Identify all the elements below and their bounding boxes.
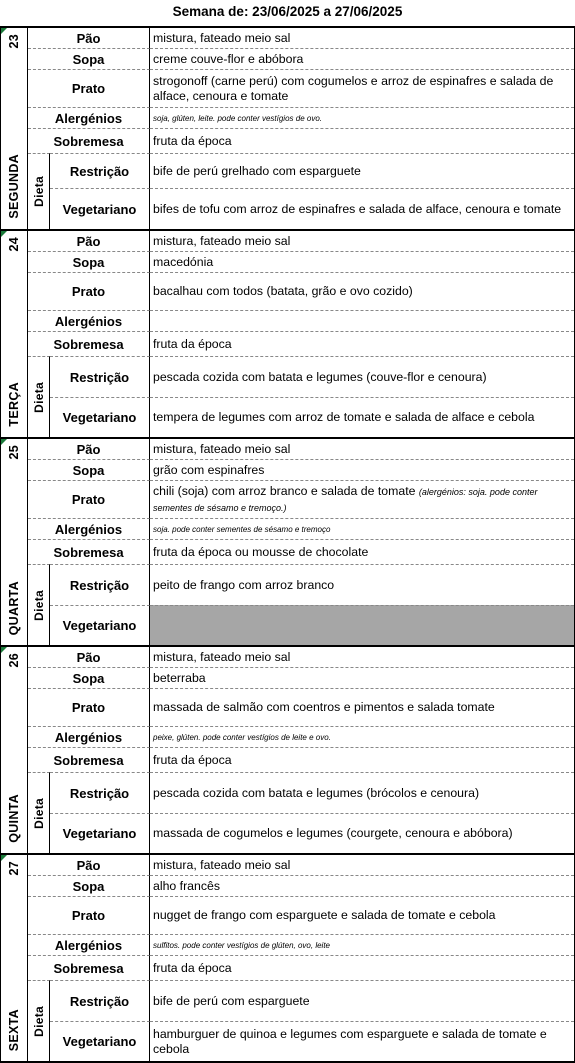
- day-label-column: [1, 855, 28, 1061]
- cell-corner-marker: [1, 855, 7, 861]
- menu-cell-sobremesa: [150, 747, 574, 772]
- row-label-sobremesa: Sobremesa: [28, 128, 150, 153]
- row-label-restricao: Restrição: [50, 564, 150, 605]
- dieta-text: Dieta: [31, 1005, 46, 1037]
- row-label-prato: Prato: [28, 69, 150, 107]
- menu-cell-pao: [150, 28, 574, 48]
- dieta-text: Dieta: [31, 797, 46, 829]
- day-name: QUINTA: [7, 794, 21, 843]
- menu-cell-sobremesa: [150, 539, 574, 564]
- prato-text-wrap: [153, 284, 413, 299]
- menu-cell-sopa: [150, 875, 574, 896]
- prato-text-wrap: [153, 484, 571, 516]
- day-name: SEXTA: [7, 1008, 21, 1051]
- row-label-vegetariano: Vegetariano: [50, 188, 150, 229]
- menu-cell-sopa: [150, 48, 574, 69]
- dieta-text: Dieta: [31, 381, 46, 413]
- menu-cell-vegetariano: [150, 1021, 574, 1061]
- day-block: [0, 647, 575, 855]
- pao-text: mistura, fateado meio sal: [153, 857, 291, 872]
- restricao-text: bife de perú grelhado com esparguete: [153, 163, 361, 178]
- restricao-text: bife de perú com esparguete: [153, 993, 310, 1008]
- sopa-text: creme couve-flor e abóbora: [153, 51, 304, 66]
- menu-cell-sobremesa: [150, 331, 574, 356]
- dieta-text: Dieta: [31, 589, 46, 621]
- vegetariano-text: massada de cogumelos e legumes (courgete, cenoura e abóbora): [153, 826, 513, 840]
- row-label-alergenios: Alergénios: [28, 518, 150, 539]
- day-block: [0, 231, 575, 439]
- prato-text: massada de salmão com coentros e pimentos e salada tomate: [153, 700, 495, 714]
- row-label-vegetariano: Vegetariano: [50, 1021, 150, 1061]
- restricao-text: pescada cozida com batata e legumes (couve-flor e cenoura): [153, 369, 487, 384]
- dieta-label: [28, 564, 50, 645]
- menu-cell-restricao: [150, 564, 574, 605]
- sopa-text: alho francês: [153, 878, 220, 893]
- prato-text: bacalhau com todos (batata, grão e ovo cozido): [153, 284, 413, 298]
- row-label-prato: Prato: [28, 688, 150, 726]
- menu-cell-pao: [150, 231, 574, 251]
- row-label-pao: Pão: [28, 855, 150, 875]
- sobremesa-text: fruta da época: [153, 336, 232, 351]
- sobremesa-text: fruta da época: [153, 752, 232, 767]
- menu-cell-sobremesa: [150, 955, 574, 980]
- day-name: QUARTA: [7, 580, 21, 635]
- sobremesa-text: fruta da época: [153, 960, 232, 975]
- day-name: SEGUNDA: [7, 154, 21, 219]
- day-label-column: [1, 439, 28, 645]
- row-label-sobremesa: Sobremesa: [28, 747, 150, 772]
- day-number: 26: [7, 653, 21, 668]
- restricao-text: peito de frango com arroz branco: [153, 577, 335, 592]
- row-label-sopa: Sopa: [28, 48, 150, 69]
- row-label-vegetariano: Vegetariano: [50, 605, 150, 645]
- day-name: TERÇA: [7, 382, 21, 427]
- menu-cell-restricao: [150, 356, 574, 397]
- prato-text-wrap: [153, 74, 571, 104]
- row-label-alergenios: Alergénios: [28, 107, 150, 128]
- cell-corner-marker: [1, 231, 7, 237]
- row-label-sopa: Sopa: [28, 251, 150, 272]
- row-label-prato: Prato: [28, 480, 150, 518]
- alergenios-text: peixe, glúten. pode conter vestígios de leite e ovo.: [153, 732, 331, 742]
- dieta-label: [28, 153, 50, 229]
- menu-cell-pao: [150, 855, 574, 875]
- row-label-restricao: Restrição: [50, 153, 150, 188]
- day-label-column: [1, 231, 28, 437]
- menu-cell-restricao: [150, 153, 574, 188]
- cell-corner-marker: [1, 28, 7, 34]
- menu-cell-prato: [150, 69, 574, 107]
- prato-text-wrap: [153, 700, 495, 715]
- sopa-text: beterraba: [153, 670, 206, 685]
- menu-cell-restricao: [150, 772, 574, 813]
- menu-cell-alergenios: [150, 934, 574, 955]
- menu-cell-vegetariano: [150, 605, 574, 645]
- menu-cell-sopa: [150, 667, 574, 688]
- vegetariano-text: bifes de tofu com arroz de espinafres e salada de alface, cenoura e tomate: [153, 201, 562, 216]
- day-label-column: [1, 28, 28, 229]
- row-label-pao: Pão: [28, 647, 150, 667]
- dieta-label: [28, 980, 50, 1061]
- day-number: 23: [7, 34, 21, 49]
- row-label-prato: Prato: [28, 896, 150, 934]
- row-label-alergenios: Alergénios: [28, 934, 150, 955]
- sopa-text: macedónia: [153, 254, 214, 269]
- weekly-menu-table: [0, 26, 575, 1063]
- menu-cell-prato: [150, 896, 574, 934]
- row-label-restricao: Restrição: [50, 356, 150, 397]
- menu-cell-alergenios: [150, 726, 574, 747]
- prato-text-wrap: [153, 908, 496, 923]
- row-label-vegetariano: Vegetariano: [50, 397, 150, 437]
- restricao-text: pescada cozida com batata e legumes (brócolos e cenoura): [153, 785, 480, 800]
- menu-cell-restricao: [150, 980, 574, 1021]
- row-label-alergenios: Alergénios: [28, 726, 150, 747]
- menu-cell-vegetariano: [150, 188, 574, 229]
- row-label-vegetariano: Vegetariano: [50, 813, 150, 853]
- alergenios-text: soja, glúten, leite. pode conter vestígios de ovo.: [153, 113, 322, 123]
- cell-corner-marker: [1, 439, 7, 445]
- menu-cell-vegetariano: [150, 397, 574, 437]
- row-label-alergenios: Alergénios: [28, 310, 150, 331]
- menu-cell-pao: [150, 439, 574, 459]
- sobremesa-text: fruta da época ou mousse de chocolate: [153, 544, 369, 559]
- menu-cell-pao: [150, 647, 574, 667]
- cell-corner-marker: [1, 647, 7, 653]
- vegetariano-text: tempera de legumes com arroz de tomate e salada de alface e cebola: [153, 410, 535, 424]
- sobremesa-text: fruta da época: [153, 133, 232, 148]
- pao-text: mistura, fateado meio sal: [153, 233, 291, 248]
- prato-text: strogonoff (carne perú) com cogumelos e arroz de espinafres e salada de alface, cenoura e tomate: [153, 73, 554, 103]
- menu-cell-prato: [150, 688, 574, 726]
- row-label-sobremesa: Sobremesa: [28, 539, 150, 564]
- menu-cell-sopa: [150, 251, 574, 272]
- prato-text: chili (soja) com arroz branco e salada de tomate: [153, 483, 416, 498]
- row-label-pao: Pão: [28, 28, 150, 48]
- row-label-sobremesa: Sobremesa: [28, 331, 150, 356]
- vegetariano-text: hamburguer de quinoa e legumes com esparguete e salada de tomate e cebola: [153, 1026, 547, 1056]
- day-block: [0, 439, 575, 647]
- pao-text: mistura, fateado meio sal: [153, 649, 291, 664]
- dieta-label: [28, 356, 50, 437]
- pao-text: mistura, fateado meio sal: [153, 30, 291, 45]
- menu-cell-prato: [150, 480, 574, 518]
- page-title: Semana de: 23/06/2025 a 27/06/2025: [172, 4, 403, 19]
- row-label-pao: Pão: [28, 231, 150, 251]
- row-label-sopa: Sopa: [28, 459, 150, 480]
- row-label-restricao: Restrição: [50, 772, 150, 813]
- alergenios-text: soja. pode conter sementes de sésamo e tremoço: [153, 524, 331, 534]
- menu-cell-alergenios: [150, 518, 574, 539]
- dieta-label: [28, 772, 50, 853]
- day-block: [0, 855, 575, 1063]
- row-label-sobremesa: Sobremesa: [28, 955, 150, 980]
- dieta-text: Dieta: [31, 176, 46, 207]
- alergenios-text: sulfitos. pode conter vestígios de glúten, ovo, leite: [153, 940, 330, 950]
- day-block: [0, 26, 575, 231]
- menu-cell-sopa: [150, 459, 574, 480]
- row-label-sopa: Sopa: [28, 667, 150, 688]
- menu-cell-sobremesa: [150, 128, 574, 153]
- menu-cell-alergenios: [150, 107, 574, 128]
- menu-cell-alergenios: [150, 310, 574, 331]
- day-number: 27: [7, 861, 21, 876]
- pao-text: mistura, fateado meio sal: [153, 441, 291, 456]
- prato-text: nugget de frango com esparguete e salada de tomate e cebola: [153, 908, 496, 922]
- menu-cell-prato: [150, 272, 574, 310]
- day-number: 24: [7, 237, 21, 252]
- row-label-prato: Prato: [28, 272, 150, 310]
- day-label-column: [1, 647, 28, 853]
- day-number: 25: [7, 445, 21, 460]
- menu-cell-vegetariano: [150, 813, 574, 853]
- prato-allergen-note: (alergénios: soja. pode conter sementes de sésamo e tremoço.): [153, 486, 538, 513]
- row-label-restricao: Restrição: [50, 980, 150, 1021]
- row-label-sopa: Sopa: [28, 875, 150, 896]
- sopa-text: grão com espinafres: [153, 462, 265, 477]
- row-label-pao: Pão: [28, 439, 150, 459]
